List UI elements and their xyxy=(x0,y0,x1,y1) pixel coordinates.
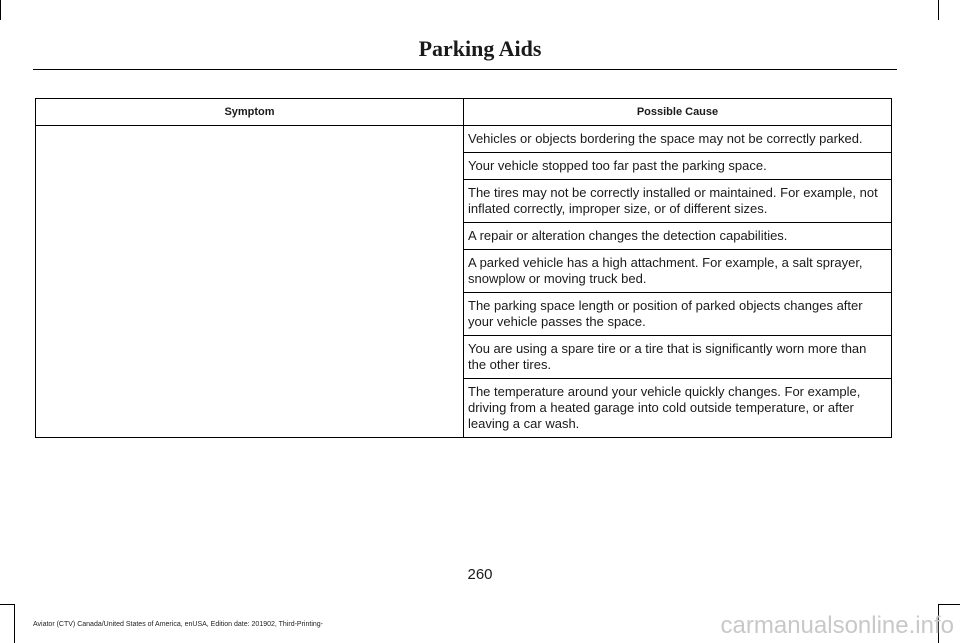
crop-mark-bottom-left-vertical xyxy=(14,604,15,643)
crop-mark-top-right-vertical xyxy=(938,0,939,20)
crop-mark-top-left-vertical xyxy=(0,0,1,20)
crop-mark-bottom-left-horizontal xyxy=(0,604,14,605)
table-header-row xyxy=(36,99,892,126)
cause-cell: Your vehicle stopped too far past the parking space. xyxy=(464,153,892,180)
crop-mark-bottom-right-horizontal xyxy=(938,604,960,605)
cause-cell: The tires may not be correctly installed or maintained. For example, not inflated correctly, improper size, or of different sizes. xyxy=(464,180,892,223)
cause-cell: You are using a spare tire or a tire that is significantly worn more than the other tires. xyxy=(464,336,892,379)
symptom-cell xyxy=(36,126,464,438)
cause-cell: A parked vehicle has a high attachment. For example, a salt sprayer, snowplow or moving truck bed. xyxy=(464,250,892,293)
page-title: Parking Aids xyxy=(418,36,542,61)
symptom-cause-table xyxy=(35,98,892,438)
cause-cell: A repair or alteration changes the detection capabilities. xyxy=(464,223,892,250)
watermark: carmanualsonline.info xyxy=(720,612,954,639)
header-symptom: Symptom xyxy=(36,99,464,126)
edition-footer: Aviator (CTV) Canada/United States of America, enUSA, Edition date: 201902, Third-Printing- xyxy=(33,621,324,628)
header-possible-cause: Possible Cause xyxy=(464,99,892,126)
page-number: 260 xyxy=(467,566,493,583)
cause-cell: Vehicles or objects bordering the space may not be correctly parked. xyxy=(464,126,892,153)
table-row xyxy=(36,126,892,153)
cause-cell: The temperature around your vehicle quickly changes. For example, driving from a heated garage into cold outside temperature, or after leaving a car wash. xyxy=(464,379,892,438)
title-divider xyxy=(33,69,897,70)
cause-cell: The parking space length or position of parked objects changes after your vehicle passes the space. xyxy=(464,293,892,336)
